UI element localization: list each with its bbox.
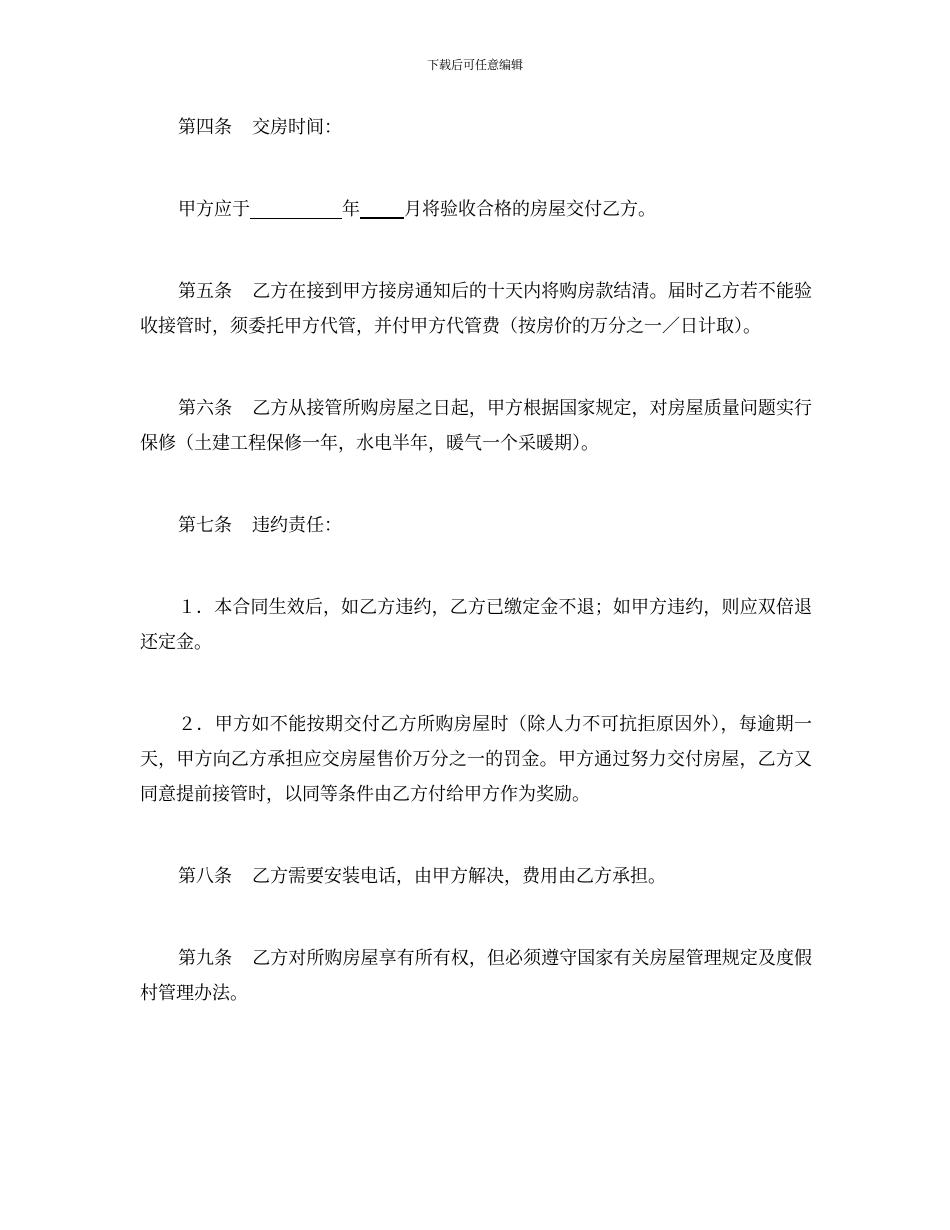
article-5 — [140, 274, 812, 344]
article-6 — [140, 391, 812, 461]
article-7-item-2 — [140, 707, 812, 812]
clause-text-part: 甲方应于 — [178, 199, 250, 220]
article-9 — [140, 941, 812, 1011]
article-text: 违约责任： — [252, 515, 342, 536]
month-blank — [360, 197, 404, 219]
clause-text-part: 年 — [342, 199, 360, 220]
document-body — [140, 110, 812, 1058]
year-blank — [250, 198, 342, 219]
clause-text-part: 月将验收合格的房屋交付乙方。 — [404, 199, 656, 220]
item-text: ２．甲方如不能按期交付乙方所购房屋时（除人力不可抗拒原因外），每逾期一天，甲方向乙方承担应交房屋售价万分之一的罚金。甲方通过努力交付房屋，乙方又同意提前接管时，以同等条件由乙方付给甲方作为奖励。 — [140, 714, 812, 805]
article-number: 第七条 — [178, 515, 232, 536]
article-text: 乙方对所购房屋享有所有权，但必须遵守国家有关房屋管理规定及度假村管理办法。 — [140, 948, 813, 1004]
article-text: 乙方从接管所购房屋之日起，甲方根据国家规定，对房屋质量问题实行保修（土建工程保修一年，水电半年，暖气一个采暖期）。 — [140, 398, 813, 454]
article-number: 第四条 — [178, 117, 232, 138]
article-7 — [140, 508, 812, 543]
item-text: １．本合同生效后，如乙方违约，乙方已缴定金不退；如甲方违约，则应双倍退还定金。 — [140, 597, 812, 653]
article-4 — [140, 110, 812, 145]
article-text: 乙方需要安装电话，由甲方解决，费用由乙方承担。 — [252, 866, 666, 887]
page-header: 下载后可任意编辑 — [426, 58, 523, 72]
article-text: 乙方在接到甲方接房通知后的十天内将购房款结清。届时乙方若不能验收接管时，须委托甲方代管，并付甲方代管费（按房价的万分之一／日计取）。 — [140, 281, 813, 337]
article-number: 第六条 — [178, 398, 233, 419]
delivery-date-clause — [140, 192, 812, 227]
article-text: 交房时间： — [252, 117, 342, 138]
article-number: 第八条 — [178, 866, 232, 887]
article-7-item-1 — [140, 590, 812, 660]
article-number: 第五条 — [178, 281, 233, 302]
article-number: 第九条 — [178, 948, 233, 969]
article-8 — [140, 859, 812, 894]
